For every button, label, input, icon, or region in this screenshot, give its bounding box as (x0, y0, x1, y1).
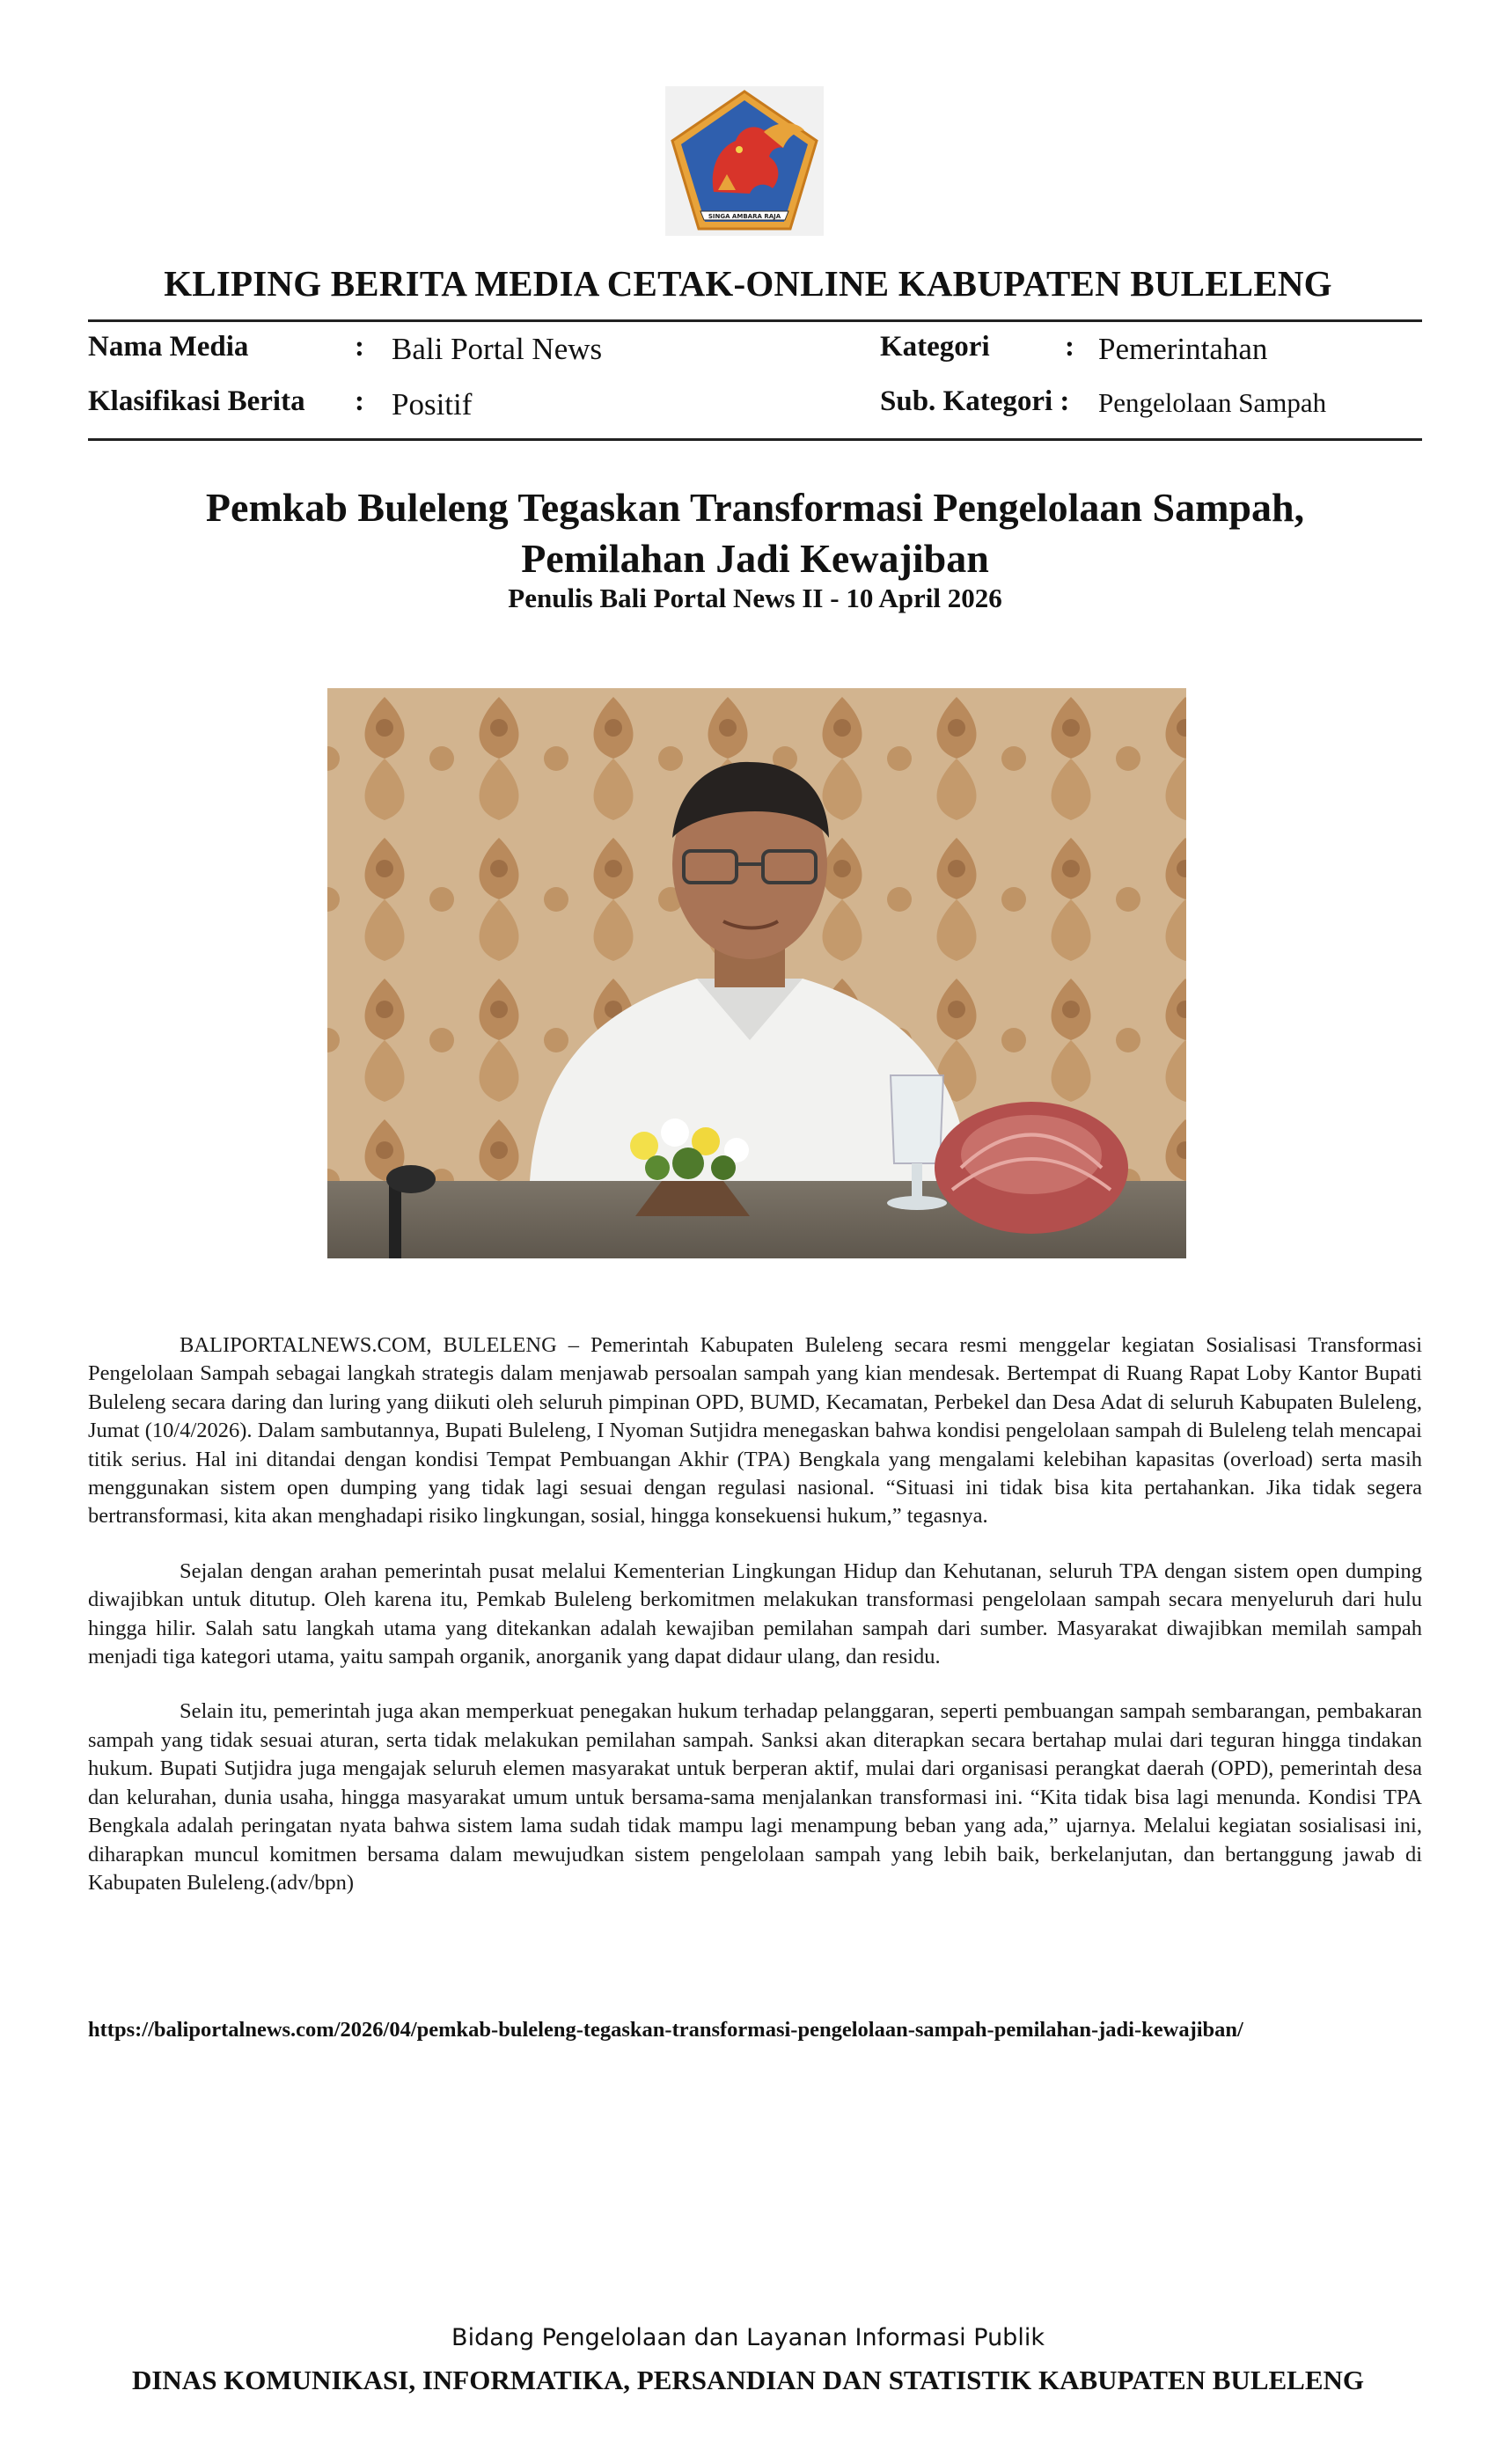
category-colon: : (1065, 331, 1074, 363)
logo-motto: SINGA AMBARA RAJA (708, 213, 781, 220)
subcategory-value: Pengelolaan Sampah (1098, 387, 1327, 418)
headline-line-2: Pemilahan Jadi Kewajiban (521, 536, 989, 581)
footer-agency: DINAS KOMUNIKASI, INFORMATIKA, PERSANDIAN DAN STATISTIK KABUPATEN BULELENG (131, 2365, 1365, 2395)
header-divider-bottom (88, 438, 1422, 441)
buleleng-regency-emblem-icon (665, 86, 824, 236)
page-title: KLIPING BERITA MEDIA CETAK-ONLINE KABUPATEN BULELENG (164, 263, 1332, 304)
category-value: Pemerintahan (1098, 332, 1268, 366)
classification-label: Klasifikasi Berita (88, 385, 305, 417)
regency-logo (665, 86, 824, 236)
article-headline (88, 482, 1422, 584)
source-url-link[interactable]: https://baliportalnews.com/2026/04/pemkab-buleleng-tegaskan-transformasi-pengelolaan-sampah-pemilahan-jadi-kewajiban/ (88, 2018, 1243, 2042)
classification-value: Positif (392, 387, 473, 422)
media-value: Bali Portal News (392, 332, 603, 366)
article-photo (327, 688, 1186, 1258)
footer-department: Bidang Pengelolaan dan Layanan Informasi Publik (451, 2324, 1045, 2351)
article-body (88, 1331, 1422, 1924)
media-label: Nama Media (88, 331, 249, 363)
media-colon: : (355, 331, 364, 363)
headline-line-1: Pemkab Buleleng Tegaskan Transformasi Pengelolaan Sampah, (205, 485, 1305, 530)
article-byline: Penulis Bali Portal News II - 10 April 2026 (508, 583, 1002, 613)
article-paragraph-2: Sejalan dengan arahan pemerintah pusat melalui Kementerian Lingkungan Hidup dan Kehutanan, seluruh TPA dengan sistem open dumping diwajibkan untuk ditutup. Oleh karena itu, Pemkab Buleleng berkomitmen melakukan transformasi pengelolaan sampah secara menyeluruh dari hulu hingga hilir. Salah satu langkah utama yang ditekankan adalah kewajiban pemilahan sampah dari sumber. Masyarakat diwajibkan memilah sampah menjadi tiga kategori utama, yaitu sampah organik, anorganik yang dapat didaur ulang, dan residu. (88, 1558, 1422, 1669)
category-label: Kategori (880, 331, 990, 363)
subcategory-label: Sub. Kategori : (880, 385, 1070, 417)
header-divider-top (88, 319, 1422, 322)
classification-colon: : (355, 385, 364, 417)
article-paragraph-3: Selain itu, pemerintah juga akan memperkuat penegakan hukum terhadap pelanggaran, seperti pembuangan sampah sembarangan, pembakaran sampah yang tidak sesuai aturan, serta tidak melakukan pemilahan sampah. Sanksi akan diterapkan secara bertahap mulai dari teguran hingga tindakan hukum. Bupati Sutjidra juga mengajak seluruh elemen masyarakat untuk berperan aktif, mulai dari organisasi perangkat daerah (OPD), pemerintah desa dan kelurahan, dunia usaha, hingga masyarakat umum untuk bersama-sama menjalankan transformasi ini. “Kita tidak bisa lagi menunda. Kondisi TPA Bengkala adalah peringatan nyata bahwa sistem lama sudah tidak mampu lagi menampung beban yang ada,” ujarnya. Melalui kegiatan sosialisasi ini, diharapkan muncul komitmen bersama dalam mewujudkan sistem pengelolaan sampah yang lebih baik, berkelanjutan, dan bertanggung jawab di Kabupaten Buleleng.(adv/bpn) (88, 1699, 1422, 1895)
article-paragraph-1: BALIPORTALNEWS.COM, BULELENG – Pemerintah Kabupaten Buleleng secara resmi menggelar kegiatan Sosialisasi Transformasi Pengelolaan Sampah sebagai langkah strategis dalam menjawab persoalan sampah yang kian mendesak. Bertempat di Ruang Rapat Loby Kantor Bupati Buleleng secara daring dan luring yang diikuti oleh seluruh pimpinan OPD, BUMD, Kecamatan, Perbekel dan Desa Adat di seluruh Kabupaten Buleleng, Jumat (10/4/2026). Dalam sambutannya, Bupati Buleleng, I Nyoman Sutjidra menegaskan bahwa kondisi pengelolaan sampah di Buleleng telah mencapai titik serius. Hal ini ditandai dengan kondisi Tempat Pembuangan Akhir (TPA) Bengkala yang mengalami kelebihan kapasitas (overload) serta masih menggunakan sistem open dumping yang tidak lagi sesuai dengan regulasi nasional. “Situasi ini tidak bisa kita pertahankan. Jika tidak segera bertransformasi, kita akan menghadapi risiko lingkungan, sosial, hingga konsekuensi hukum,” tegasnya. (88, 1333, 1422, 1529)
